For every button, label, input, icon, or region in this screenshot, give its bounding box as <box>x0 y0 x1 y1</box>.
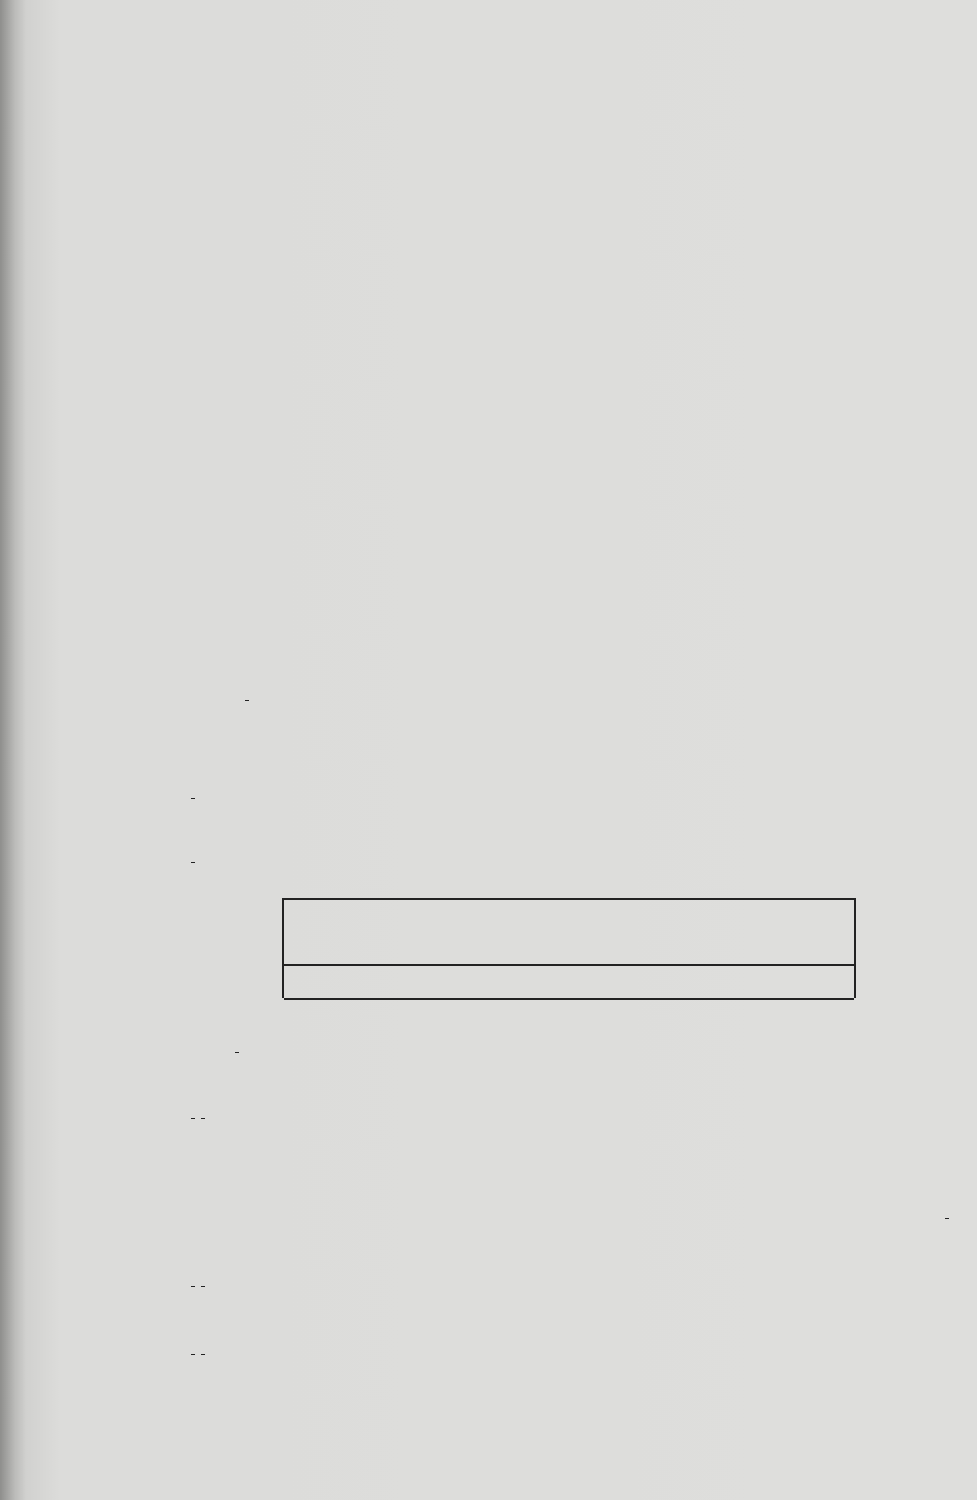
wholes-row <box>284 966 854 1000</box>
p2-line-4 <box>188 1190 952 1246</box>
fraction-4-4 <box>191 1118 195 1119</box>
book-spine-shadow <box>0 0 26 1500</box>
p139-line-3 <box>188 772 952 824</box>
fraction-8-2 <box>191 862 195 863</box>
fraction-8-2 <box>191 798 195 799</box>
fraction-3-4 <box>191 1286 195 1287</box>
p2-line-2 <box>188 1090 952 1146</box>
mixed-numbers-row-2 <box>188 572 952 632</box>
halves-diagram <box>282 898 856 998</box>
fraction-8-2 <box>245 700 249 701</box>
fraction-15-4 <box>235 1052 239 1053</box>
fraction-4-5 <box>201 1354 205 1355</box>
mixed-numbers-row-1 <box>188 504 952 564</box>
p139-line-4 <box>188 836 952 888</box>
p2-line-5 <box>188 1258 952 1314</box>
exercises-heading-row <box>380 278 392 310</box>
fraction-24-5 <box>201 1286 205 1287</box>
p2-line-1 <box>188 1024 952 1080</box>
fraction-24-5 <box>191 1354 195 1355</box>
p2-line-6 <box>188 1326 952 1382</box>
halves-row <box>284 898 854 966</box>
p139-line-1 <box>188 674 952 726</box>
fraction-15-4 <box>201 1118 205 1119</box>
fraction-15-4 <box>945 1218 949 1219</box>
